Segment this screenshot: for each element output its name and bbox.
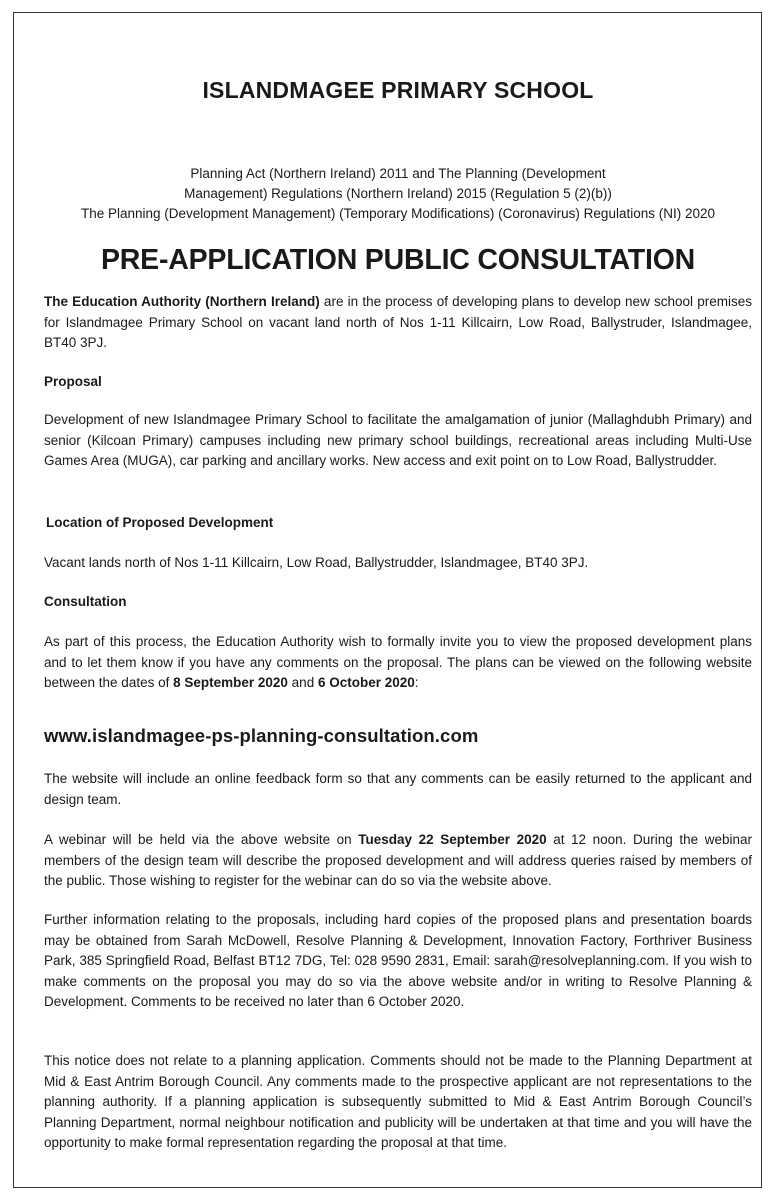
applicant-name: The Education Authority (Northern Ireland) — [44, 294, 320, 309]
legislation-line: Planning Act (Northern Ireland) 2011 and The Planning (Development — [190, 166, 606, 181]
disclaimer-paragraph: This notice does not relate to a planning application. Comments should not be made to the Planning Department at Mid & East Antrim Borough Council. Any comments made to the prospective applicant are not representations to the planning authority. If a planning application is subsequently submitted to Mid & East Antrim Borough Council’s Planning Department, normal neighbour notification and publicity will be undertaken at that time and you will have the opportunity to make formal representation regarding the proposal at that time. — [44, 1053, 752, 1150]
location-heading: Location of Proposed Development — [46, 515, 274, 530]
webinar-text: at 12 noon. During the webinar members of the design team will describe the proposed development and will address queries raised by members of the public. Those wishing to register for the webinar can do so via the website above. — [44, 832, 752, 888]
end-date: 6 October 2020 — [317, 675, 415, 690]
legislation-line: The Planning (Development Management) (Temporary Modifications) (Coronavirus) Regulations (NI) 2020 — [80, 206, 716, 221]
webinar-date: Tuesday 22 September 2020 — [358, 832, 547, 847]
consultation-paragraph — [44, 632, 752, 694]
webinar-paragraph — [44, 830, 752, 892]
feedback-paragraph: The website will include an online feedback form so that any comments can be easily returned to the applicant and design team. — [44, 771, 752, 807]
school-title: ISLANDMAGEE PRIMARY SCHOOL — [202, 77, 594, 103]
webinar-text: A webinar will be held via the above website on — [44, 832, 359, 847]
location-paragraph: Vacant lands north of Nos 1-11 Killcairn, Low Road, Ballystrudder, Islandmagee, BT40 3PJ. — [44, 555, 589, 570]
further-info-paragraph: Further information relating to the proposals, including hard copies of the proposed plans and presentation boards may be obtained from Sarah McDowell, Resolve Planning & Development, Innovation Factory, Forthriver Business Park, 385 Springfield Road, Belfast BT12 7DG, Tel: 028 9590 2831, Email: sarah@resolveplanning.com. If you wish to make comments on the proposal you may do so via the above website and/or in writing to Resolve Planning & Development. Comments to be received no later than 6 October 2020. — [44, 912, 752, 1009]
proposal-heading: Proposal — [44, 374, 102, 389]
intro-paragraph — [44, 292, 752, 354]
start-date: 8 September 2020 — [173, 675, 288, 690]
consultation-text: and — [287, 675, 318, 690]
intro-text: are in the process of developing plans to develop new school premises for Islandmagee Primary School on vacant land north of Nos 1-11 Killcairn, Low Road, Ballystruder, Islandmagee, BT40 3PJ. — [44, 294, 752, 350]
consultation-website-link[interactable]: www.islandmagee-ps-planning-consultation.com — [44, 725, 479, 746]
proposal-paragraph: Development of new Islandmagee Primary School to facilitate the amalgamation of junior (Mallaghdubh Primary) and senior (Kilcoan Primary) campuses including new primary school buildings, recreational areas including Multi-Use Games Area (MUGA), car parking and ancillary works. New access and exit point on to Low Road, Ballystrudder. — [44, 412, 752, 468]
consultation-text: : — [414, 675, 419, 690]
notice-border — [13, 12, 762, 1188]
legislation-line: Management) Regulations (Northern Ireland) 2015 (Regulation 5 (2)(b)) — [184, 186, 612, 201]
consultation-text: As part of this process, the Education Authority wish to formally invite you to view the proposed development plans and to let them know if you have any comments on the proposal. The plans can be viewed on the following website between the dates of — [44, 634, 752, 690]
consultation-headline: PRE-APPLICATION PUBLIC CONSULTATION — [100, 244, 696, 276]
legislation-block — [44, 164, 752, 224]
consultation-heading: Consultation — [44, 594, 127, 609]
